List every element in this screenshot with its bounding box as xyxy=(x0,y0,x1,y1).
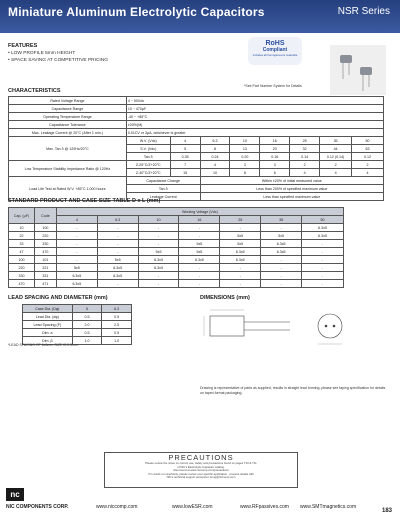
case-size-cell: 5x5 xyxy=(179,248,220,256)
lt-row xyxy=(9,161,384,169)
lead-value-cell: 0.5 xyxy=(72,329,102,337)
case-size-cell: 5x5 xyxy=(220,232,261,240)
sv-cell: 13 xyxy=(230,145,260,153)
lead-param-cell: Dim. a xyxy=(23,329,73,337)
lt-cell: 4 xyxy=(290,169,320,177)
case-size-cell: 5x5 xyxy=(261,232,302,240)
case-size-cell: - xyxy=(179,264,220,272)
footer-link[interactable]: www.lowESR.com xyxy=(172,504,213,510)
tan-label: Max. Tan δ @ 120Hz/20°C xyxy=(9,137,127,161)
case-size-cell: 5x5 xyxy=(220,240,261,248)
table-row xyxy=(9,264,344,272)
char-row xyxy=(9,105,384,113)
page-title: Miniature Aluminum Electrolytic Capacitors xyxy=(8,5,265,19)
wv-cell: 10 xyxy=(230,137,260,145)
lt-cell: 2 xyxy=(290,161,320,169)
lt-cell: 4 xyxy=(352,169,384,177)
lt-cell: 4 xyxy=(320,169,352,177)
footer-link[interactable]: www.SMTmagnetics.com xyxy=(300,504,357,510)
part-number-note: *See Part Number System for Details xyxy=(244,84,302,88)
footer-link[interactable]: www.RFpassives.com xyxy=(240,504,289,510)
lt-cell: 10 xyxy=(200,169,230,177)
table-row xyxy=(23,329,132,337)
wv-label: W.V. (Vdc) xyxy=(126,137,170,145)
life-row xyxy=(9,177,384,185)
code-cell: 331 xyxy=(34,272,56,280)
footer-link[interactable]: www.niccomp.com xyxy=(96,504,138,510)
table-row xyxy=(9,272,344,280)
lt-label: Low Temperature Stability Impedance Ratio @ 120Hz xyxy=(9,161,127,177)
char-label: Capacitance Tolerance xyxy=(9,121,127,129)
features-heading: FEATURES xyxy=(8,43,38,49)
case-size-cell: 6.3x5 xyxy=(138,256,179,264)
lt-cell: 2 xyxy=(352,161,384,169)
tan-row-label: Tan δ xyxy=(126,153,170,161)
table-row xyxy=(9,248,344,256)
case-size-cell: 6.3x5 xyxy=(56,280,97,288)
code-cell: 330 xyxy=(34,240,56,248)
voltage-header: 25 xyxy=(220,216,261,224)
code-cell: 221 xyxy=(34,264,56,272)
table-row xyxy=(9,280,344,288)
life-value: Less than specified maximum value xyxy=(200,193,383,201)
sv-label: S.V. (Vdc) xyxy=(126,145,170,153)
voltage-header: 50 xyxy=(302,216,344,224)
case-size-cell: - xyxy=(179,280,220,288)
char-label: Operating Temperature Range xyxy=(9,113,127,121)
tan-cell: 0.20 xyxy=(230,153,260,161)
case-size-cell: 6.3x5 xyxy=(97,264,138,272)
page-number: 183 xyxy=(381,508,392,514)
sv-cell: 5 xyxy=(170,145,200,153)
cap-cell: 330 xyxy=(9,272,35,280)
case-size-cell: - xyxy=(97,232,138,240)
lead-param-cell: Dim. β xyxy=(23,337,73,345)
case-size-cell: - xyxy=(302,280,344,288)
case-size-cell: 6.3x5 xyxy=(220,256,261,264)
char-label: Capacitance Range xyxy=(9,105,127,113)
precautions-line: Please review the notes on correct use, safety and precautions found on pages T10 & T11 xyxy=(145,461,257,465)
case-size-cell: 6.3x5 xyxy=(302,232,344,240)
lt-cell: 6 xyxy=(260,169,290,177)
case-size-cell: - xyxy=(261,224,302,232)
char-value: 10 ~ 470µF xyxy=(126,105,383,113)
page-header xyxy=(0,0,400,33)
sv-cell: 32 xyxy=(290,145,320,153)
case-size-cell: - xyxy=(56,248,97,256)
wv-cell: 35 xyxy=(320,137,352,145)
tan-cell: 0.14 xyxy=(290,153,320,161)
wv-cell: 25 xyxy=(290,137,320,145)
case-size-cell: - xyxy=(220,272,261,280)
lt-r1-label: Z-25°C/Z+20°C xyxy=(126,161,170,169)
case-size-cell: 6.3x5 xyxy=(179,256,220,264)
tan-cell: 0.16 xyxy=(260,153,290,161)
char-value: 4 ~ 50Vdc xyxy=(126,97,383,105)
lead-value-cell: 1.0 xyxy=(72,337,102,345)
cap-cell: 22 xyxy=(9,232,35,240)
case-size-cell: - xyxy=(302,240,344,248)
case-size-cell: - xyxy=(97,248,138,256)
rohs-line3: includes all homogeneous materials xyxy=(252,53,298,57)
lead-value-cell: 2.0 xyxy=(72,321,102,329)
case-size-cell: 5x5 xyxy=(56,264,97,272)
table-row xyxy=(9,240,344,248)
cap-cell: 470 xyxy=(9,280,35,288)
precautions-box xyxy=(104,452,298,488)
case-size-cell: - xyxy=(56,256,97,264)
characteristics-heading: CHARACTERISTICS xyxy=(8,88,61,94)
lt-r2-label: Z-40°C/Z+20°C xyxy=(126,169,170,177)
dimensions-note: Drawing is representative of parts as supplied, results in straight lead forming; please see taping specification for details on taped format packaging. xyxy=(200,386,386,395)
cap-cell: 47 xyxy=(9,248,35,256)
case-size-cell: 6.3x5 xyxy=(302,224,344,232)
case-size-cell: 5x5 xyxy=(97,256,138,264)
lead-table xyxy=(22,304,132,345)
case-size-cell: - xyxy=(261,264,302,272)
table-row xyxy=(23,321,132,329)
standard-table xyxy=(8,207,344,288)
lead-value-cell: 1.0 xyxy=(102,337,132,345)
case-size-cell: 6.3x5 xyxy=(97,272,138,280)
cap-header: Cap. (µF) xyxy=(9,208,35,224)
case-size-cell: 6.3x5 xyxy=(261,240,302,248)
case-size-cell: - xyxy=(220,280,261,288)
leakage-value: 0.01CV or 3µA, whichever is greater xyxy=(126,129,383,137)
char-row xyxy=(9,129,384,137)
case-size-cell: 6.3x5 xyxy=(56,272,97,280)
dimension-drawing xyxy=(200,302,386,382)
table-row xyxy=(23,313,132,321)
code-cell: 101 xyxy=(34,256,56,264)
precautions-line: of NIC's Electrolytic Capacitor catalog. xyxy=(177,464,225,469)
voltage-header: 4 xyxy=(56,216,97,224)
life-label: Load Life Test at Rated W.V. +85°C 1,000 hours xyxy=(9,177,127,201)
code-cell: 471 xyxy=(34,280,56,288)
case-size-cell: - xyxy=(138,280,179,288)
precautions-title: PRECAUTIONS xyxy=(168,453,234,462)
rohs-line2: Compliant xyxy=(262,47,288,53)
wv-header: Working Voltage (Vdc) xyxy=(56,208,343,216)
char-row xyxy=(9,113,384,121)
case-size-cell: - xyxy=(261,272,302,280)
case-size-cell: - xyxy=(97,224,138,232)
lead-header: 6.3 xyxy=(102,305,132,313)
wv-cell: 50 xyxy=(352,137,384,145)
voltage-header: 35 xyxy=(261,216,302,224)
feature-item: • LOW PROFILE 5mm HEIGHT xyxy=(8,51,76,56)
char-row xyxy=(9,121,384,129)
case-size-cell: - xyxy=(56,232,97,240)
leakage-label: Max. Leakage Current @ 20°C (After 1 min.) xyxy=(9,129,127,137)
case-size-cell: - xyxy=(97,280,138,288)
sv-cell: 8 xyxy=(200,145,230,153)
life-item: Tan δ xyxy=(126,185,200,193)
page-footer xyxy=(0,488,400,518)
cap-cell: 10 xyxy=(9,224,35,232)
tan-cell: 0.12 (0.14) xyxy=(320,153,352,161)
lt-cell: 8 xyxy=(230,169,260,177)
code-cell: 470 xyxy=(34,248,56,256)
lead-header: Case Dia. (Dφ) xyxy=(23,305,73,313)
lead-value-cell: 0.5 xyxy=(102,313,132,321)
case-size-cell: - xyxy=(56,240,97,248)
lead-value-cell: 0.5 xyxy=(102,329,132,337)
series-label: NSR Series xyxy=(337,6,390,17)
char-value: -40 ~ +85°C xyxy=(126,113,383,121)
voltage-header: 10 xyxy=(138,216,179,224)
lt-cell: 15 xyxy=(170,169,200,177)
precautions-line: If in doubt or uncertainty, please review your specific application - process details with xyxy=(148,471,254,476)
tan-wv-row xyxy=(9,137,384,145)
tan-cell: 0.24 xyxy=(200,153,230,161)
precautions-line: Also found at www.niccomp.com/precautions xyxy=(173,468,229,473)
life-value: Less than 200% of specified maximum value xyxy=(200,185,383,193)
code-header: Code xyxy=(34,208,56,224)
life-item: Leakage Current xyxy=(126,193,200,201)
lead-note: *LEAD SPACING OF 6x5mm SIZE IS 2.5mm xyxy=(8,343,78,347)
nic-logo: nc xyxy=(6,488,24,501)
case-size-cell: - xyxy=(302,256,344,264)
lt-cell: 7 xyxy=(170,161,200,169)
cap-cell: 33 xyxy=(9,240,35,248)
case-size-cell: - xyxy=(179,272,220,280)
case-size-cell: - xyxy=(302,272,344,280)
case-size-cell: - xyxy=(138,240,179,248)
company-name: NIC COMPONENTS CORP. xyxy=(6,504,69,510)
case-size-cell: - xyxy=(138,232,179,240)
precautions-line: NIC's technical support personnel: tpmg@niccomp.com xyxy=(166,475,236,480)
lead-value-cell: 2.5 xyxy=(102,321,132,329)
table-row xyxy=(9,224,344,232)
wv-cell: 16 xyxy=(260,137,290,145)
lead-header: 5 xyxy=(72,305,102,313)
case-size-cell: 6.3x5 xyxy=(261,248,302,256)
rohs-line1: RoHS xyxy=(265,40,285,47)
tan-cell: 0.35 xyxy=(170,153,200,161)
char-label: Rated Voltage Range xyxy=(9,97,127,105)
case-size-cell: - xyxy=(138,272,179,280)
wv-cell: 4 xyxy=(170,137,200,145)
lead-param-cell: Lead Dia. (dφ) xyxy=(23,313,73,321)
case-size-cell: 6.3x5 xyxy=(138,264,179,272)
lead-header-row xyxy=(23,305,132,313)
case-size-cell: 5x5 xyxy=(179,240,220,248)
case-size-cell: - xyxy=(179,232,220,240)
rohs-badge xyxy=(248,37,302,65)
case-size-cell: - xyxy=(97,240,138,248)
sv-cell: 63 xyxy=(352,145,384,153)
char-row xyxy=(9,97,384,105)
characteristics-table xyxy=(8,96,384,201)
voltage-header-row xyxy=(9,216,344,224)
case-size-cell: - xyxy=(138,224,179,232)
cap-cell: 220 xyxy=(9,264,35,272)
table-row xyxy=(9,232,344,240)
lt-cell: 4 xyxy=(200,161,230,169)
lead-heading: LEAD SPACING AND DIAMETER (mm) xyxy=(8,295,108,301)
code-cell: 220 xyxy=(34,232,56,240)
standard-heading: STANDARD PRODUCT AND CASE SIZE TABLE D x L (mm) xyxy=(8,198,161,204)
voltage-header: 16 xyxy=(179,216,220,224)
code-cell: 100 xyxy=(34,224,56,232)
case-size-cell: - xyxy=(179,224,220,232)
life-item: Capacitance Change xyxy=(126,177,200,185)
cap-cell: 100 xyxy=(9,256,35,264)
case-size-cell: - xyxy=(302,248,344,256)
lt-cell: 3 xyxy=(260,161,290,169)
dimensions-heading: DIMENSIONS (mm) xyxy=(200,295,250,301)
table-row xyxy=(9,256,344,264)
case-size-cell: - xyxy=(302,264,344,272)
case-size-cell: 6.3x5 xyxy=(220,248,261,256)
lead-param-cell: Lead Spacing (F) xyxy=(23,321,73,329)
sv-cell: 44 xyxy=(320,145,352,153)
capacitor-photo xyxy=(330,45,386,95)
case-size-cell: - xyxy=(261,280,302,288)
lead-value-cell: 0.5 xyxy=(72,313,102,321)
case-size-cell: - xyxy=(56,224,97,232)
standard-header-row xyxy=(9,208,344,216)
case-size-cell: - xyxy=(261,256,302,264)
feature-item: • SPACE SAVING AT COMPETITIVE PRICING xyxy=(8,58,108,63)
wv-cell: 6.3 xyxy=(200,137,230,145)
tan-cell: 0.12 xyxy=(352,153,384,161)
case-size-cell: 5x5 xyxy=(138,248,179,256)
case-size-cell: - xyxy=(220,224,261,232)
life-value: Within ±20% of initial measured value xyxy=(200,177,383,185)
char-value: ±20%(M) xyxy=(126,121,383,129)
case-size-cell: - xyxy=(220,264,261,272)
lt-cell: 3 xyxy=(230,161,260,169)
sv-cell: 20 xyxy=(260,145,290,153)
lt-cell: 2 xyxy=(320,161,352,169)
voltage-header: 6.3 xyxy=(97,216,138,224)
